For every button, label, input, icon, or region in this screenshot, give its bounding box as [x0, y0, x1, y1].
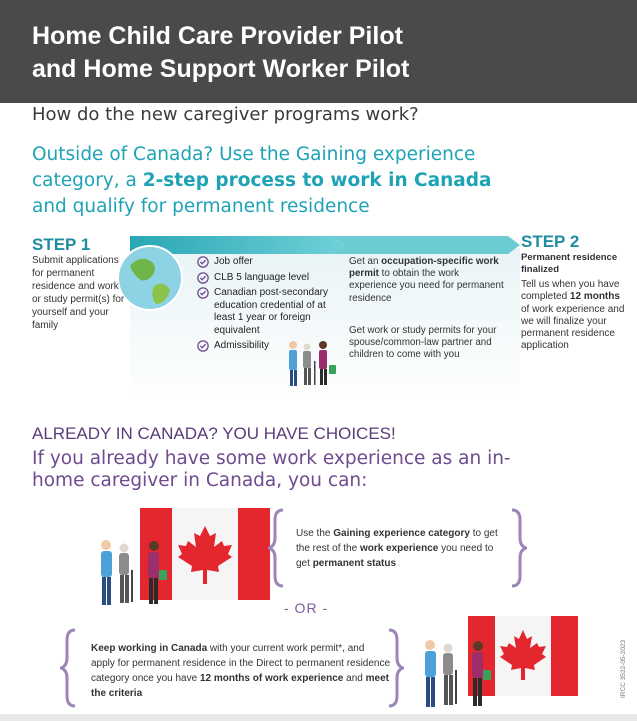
check-circle-icon: [196, 256, 210, 268]
step2-text-b: of work experience and we will finalize your permanent residence application: [521, 303, 625, 352]
option1-text-bold-c: permanent status: [312, 558, 397, 569]
requirement-item: [196, 287, 346, 337]
option1-illustration: [92, 508, 272, 613]
option2-text-bold-b: 12 months of work experience: [199, 673, 344, 684]
left-brace-icon: [60, 628, 78, 708]
requirement-item: [196, 272, 346, 285]
option1-text-b: to get the rest of the: [296, 528, 498, 554]
option1-text-bold-a: Gaining experience category: [333, 528, 470, 539]
option2-text-a: with your current work permit*, and apply for permanent residence in the Direct to permanent residence category once you have: [91, 643, 391, 684]
step1-text: Submit applications for permanent residence and work or study permit(s) for yourself and your family: [32, 255, 125, 331]
document-code: [617, 618, 627, 698]
work-permit-text-b: to obtain the work experience you need for permanent residence: [349, 268, 504, 304]
svg-text:IRCC 3532-05-2023: IRCC 3532-05-2023: [620, 639, 627, 698]
option2-illustration: [410, 612, 580, 714]
subheading: How do the new caregiver programs work?: [32, 104, 419, 125]
title-line-1: Home Child Care Provider Pilot: [32, 22, 403, 50]
work-permit-text-a: Get an: [349, 256, 382, 267]
family-permit-text: Get work or study permits for your spouse/common-law partner and children to come with you: [349, 325, 497, 361]
requirement-label: CLB 5 language level: [214, 271, 310, 283]
work-permit-text-bold: occupation-specific work permit: [349, 256, 499, 280]
option1-text-a: Use the: [296, 528, 334, 539]
step2-subheading: Permanent residence finalized: [521, 252, 618, 275]
option2-text-bold-c: meet the criteria: [91, 673, 389, 699]
requirement-label: Admissibility: [214, 340, 270, 351]
check-circle-icon: [196, 287, 210, 299]
title-line-2: and Home Support Worker Pilot: [32, 55, 410, 83]
requirements-list: [196, 256, 346, 356]
option1-text: [296, 526, 501, 571]
canada-flag-icon: [140, 508, 270, 600]
option1-text-bold-b: work experience: [359, 543, 439, 554]
intro-text-b: and qualify for permanent residence: [32, 196, 370, 217]
right-brace-icon: [386, 628, 404, 708]
step2-text-bold: 12 months: [569, 291, 620, 303]
requirement-label: Canadian post-secondary education credential of at least 1 year or foreign equivalent: [214, 287, 328, 336]
canada-flag-icon: [468, 616, 578, 696]
already-in-canada-heading: ALREADY IN CANADA? YOU HAVE CHOICES!: [32, 424, 396, 443]
option2-text-b: and: [343, 673, 366, 684]
step2-heading: STEP 2: [521, 232, 580, 251]
outside-canada-intro: [32, 142, 522, 220]
bottom-rule: [0, 714, 637, 721]
outside-canada-question: Outside of Canada?: [32, 144, 214, 165]
step1-heading: STEP 1: [32, 235, 91, 254]
already-in-canada-subheading: If you already have some work experience as an in-home caregiver in Canada, you can:: [32, 448, 511, 491]
option2-text: [91, 641, 391, 701]
right-brace-icon: [509, 508, 527, 588]
requirement-item: [196, 340, 346, 353]
page-title: [32, 20, 612, 86]
check-circle-icon: [196, 340, 210, 352]
or-divider: - OR -: [284, 600, 329, 616]
step2-text-a: Tell us when you have completed: [521, 279, 620, 303]
requirement-label: Job offer: [214, 256, 253, 267]
option1-text-c: you need to get: [296, 543, 494, 569]
intro-text-a: Use the Gaining experience category, a: [32, 144, 476, 191]
option2-text-bold-a: Keep working in Canada: [91, 643, 208, 654]
requirement-item: [196, 256, 346, 269]
intro-text-bold: 2-step process to work in Canada: [142, 170, 492, 191]
check-circle-icon: [196, 272, 210, 284]
step2-text: [521, 279, 626, 353]
work-permit-text: [349, 256, 509, 305]
caregiver-people-icon: [101, 540, 167, 605]
left-brace-icon: [268, 508, 286, 588]
